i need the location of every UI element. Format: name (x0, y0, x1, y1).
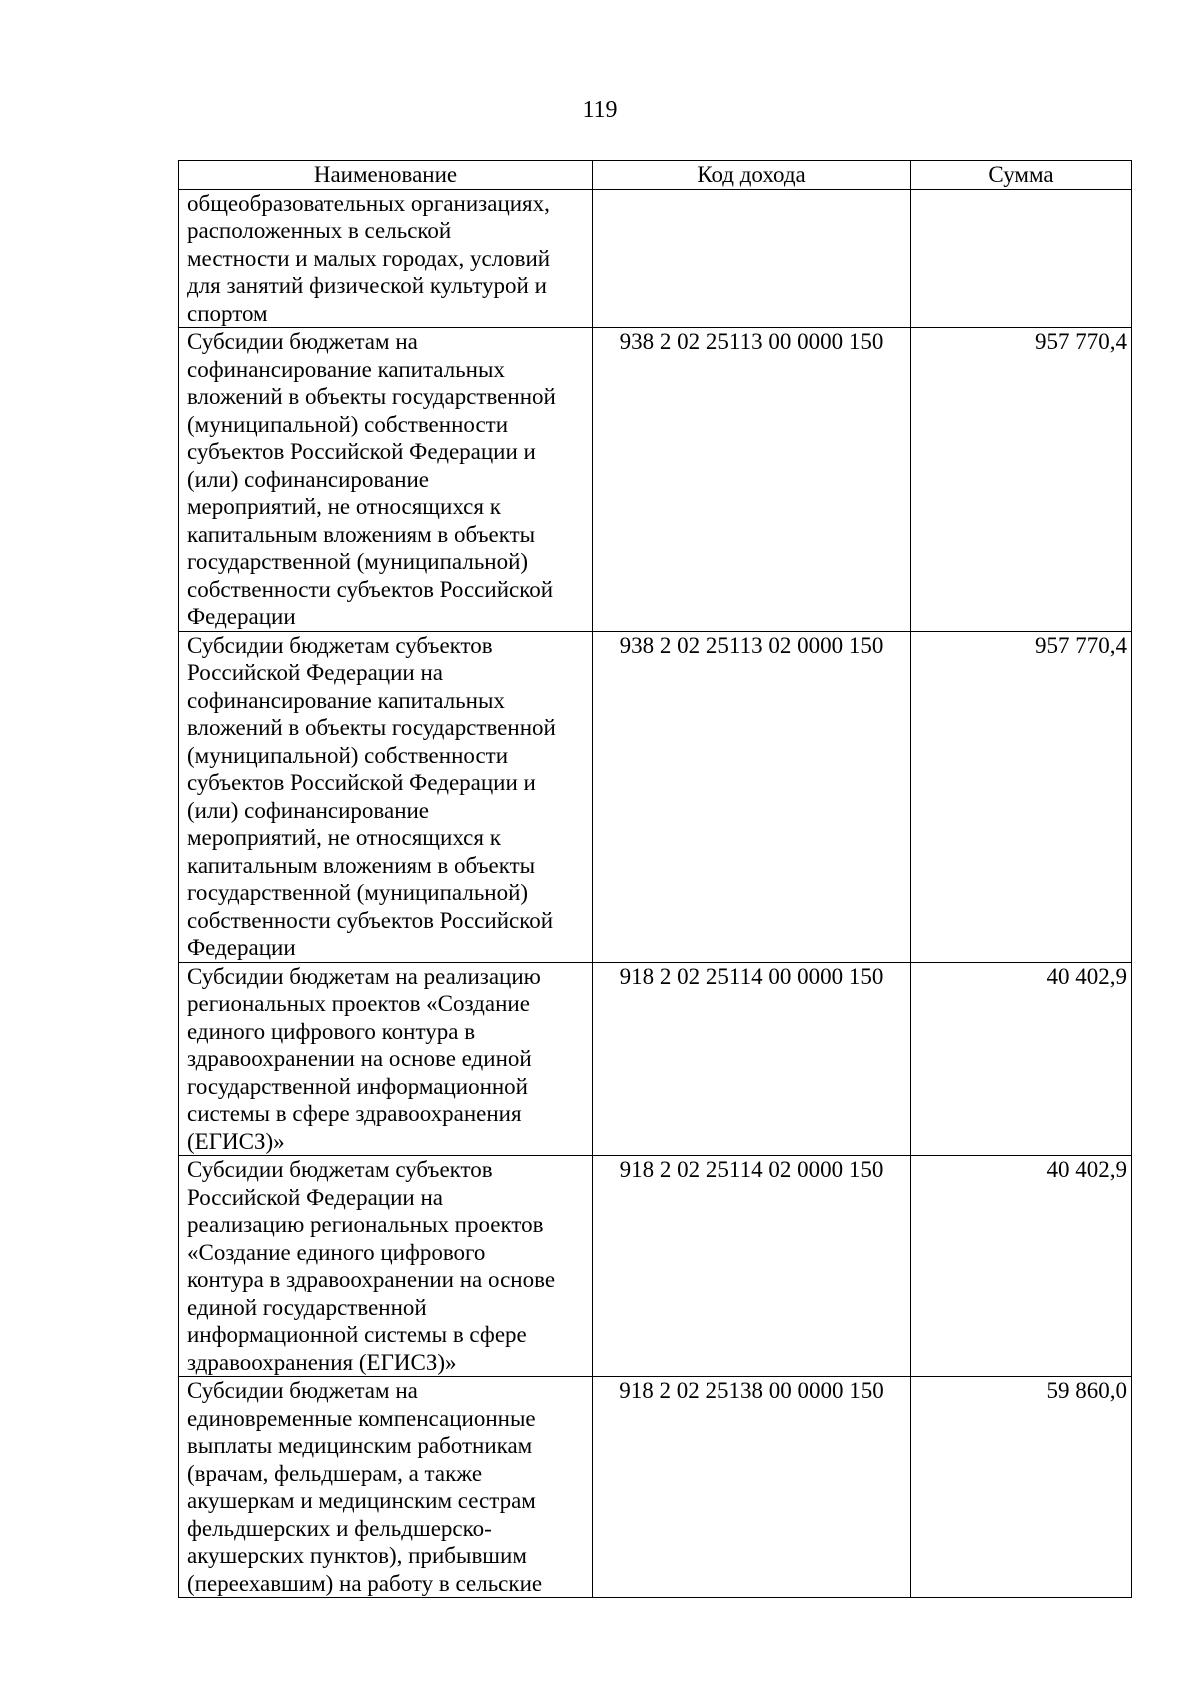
name-line: (или) софинансирование (187, 466, 430, 492)
table-row (179, 1156, 1132, 1377)
cell-sum (911, 189, 1132, 328)
header-sum: Сумма (911, 161, 1132, 190)
name-line: (муниципальной) собственности (187, 411, 509, 437)
name-line: системы в сфере здравоохранения (187, 1101, 522, 1126)
cell-income-code: 938 2 02 25113 02 0000 150 (593, 631, 911, 962)
cell-income-code: 918 2 02 25114 00 0000 150 (593, 962, 911, 1156)
cell-name (179, 962, 593, 1156)
name-line: Субсидии бюджетам на (187, 1378, 418, 1403)
cell-sum: 59 860,0 (911, 1377, 1132, 1598)
name-line: вложений в объекты государственной (187, 384, 556, 409)
name-line: фельдшерских и фельдшерско- (187, 1515, 492, 1541)
name-line: государственной (муниципальной) (187, 880, 529, 905)
table-row (179, 962, 1132, 1156)
name-line: софинансирование капитальных (187, 687, 505, 713)
name-line: субъектов Российской Федерации и (187, 439, 536, 464)
name-line: (врачам, фельдшерам, а также (187, 1460, 483, 1486)
cell-sum: 40 402,9 (911, 1156, 1132, 1377)
name-line: (ЕГИСЗ)» (187, 1128, 285, 1154)
name-line: расположенных в сельской (187, 218, 452, 243)
name-line: информационной системы в сфере (187, 1322, 527, 1347)
name-line: мероприятий, не относящихся к (187, 494, 501, 519)
name-line: софинансирование капитальных (187, 356, 505, 382)
name-line: Российской Федерации на (187, 660, 443, 685)
name-line: единовременные компенсационные (187, 1405, 536, 1431)
name-line: капитальным вложениям в объекты (187, 521, 536, 547)
name-line: капитальным вложениям в объекты (187, 852, 536, 878)
name-line: Субсидии бюджетам на реализацию (187, 963, 541, 989)
name-line: реализацию региональных проектов (187, 1212, 544, 1237)
cell-sum: 957 770,4 (911, 631, 1132, 962)
table-body (179, 189, 1132, 1598)
name-line: здравоохранении на основе единой (187, 1046, 532, 1071)
name-line: контура в здравоохранении на основе (187, 1267, 556, 1292)
name-line: единого цифрового контура в (187, 1018, 476, 1044)
table-header-row (179, 161, 1132, 190)
name-line: выплаты медицинским работникам (187, 1433, 533, 1458)
name-line: (муниципальной) собственности (187, 742, 509, 768)
cell-income-code (593, 189, 911, 328)
table-row (179, 1377, 1132, 1598)
name-line: акушерских пунктов), прибывшим (187, 1543, 527, 1568)
table-row (179, 328, 1132, 632)
name-line: акушеркам и медицинским сестрам (187, 1488, 536, 1513)
name-line: государственной информационной (187, 1073, 528, 1099)
name-line: единой государственной (187, 1294, 427, 1320)
name-line: для занятий физической культурой и (187, 273, 547, 298)
name-line: здравоохранения (ЕГИСЗ)» (187, 1349, 457, 1375)
name-line: мероприятий, не относящихся к (187, 825, 501, 850)
name-line: Субсидии бюджетам субъектов (187, 632, 493, 658)
cell-income-code: 918 2 02 25138 00 0000 150 (593, 1377, 911, 1598)
cell-name (179, 1377, 593, 1598)
name-line: (переехавшим) на работу в сельские (187, 1570, 543, 1596)
name-line: субъектов Российской Федерации и (187, 770, 536, 795)
name-line: собственности субъектов Российской (187, 576, 554, 602)
name-line: «Создание единого цифрового (187, 1239, 486, 1265)
cell-name (179, 1156, 593, 1377)
cell-name (179, 631, 593, 962)
name-line: спортом (187, 300, 268, 326)
cell-income-code: 938 2 02 25113 00 0000 150 (593, 328, 911, 632)
cell-name (179, 189, 593, 328)
name-line: Субсидии бюджетам субъектов (187, 1157, 493, 1182)
name-line: собственности субъектов Российской (187, 907, 554, 933)
name-line: региональных проектов «Создание (187, 991, 530, 1016)
page-number: 119 (582, 97, 618, 123)
name-line: вложений в объекты государственной (187, 715, 556, 740)
name-line: Федерации (187, 935, 296, 960)
table-row (179, 631, 1132, 962)
cell-name (179, 328, 593, 632)
cell-sum: 40 402,9 (911, 962, 1132, 1156)
name-line: (или) софинансирование (187, 797, 430, 823)
name-line: Федерации (187, 604, 296, 629)
header-name: Наименование (179, 161, 593, 190)
name-line: общеобразовательных организациях, (187, 190, 550, 216)
name-line: местности и малых городах, условий (187, 245, 551, 271)
name-line: Субсидии бюджетам на (187, 329, 418, 354)
header-income-code: Код дохода (593, 161, 911, 190)
table-row (179, 189, 1132, 328)
budget-income-table (178, 160, 1132, 1598)
name-line: Российской Федерации на (187, 1184, 443, 1210)
name-line: государственной (муниципальной) (187, 549, 529, 574)
cell-sum: 957 770,4 (911, 328, 1132, 632)
cell-income-code: 918 2 02 25114 02 0000 150 (593, 1156, 911, 1377)
